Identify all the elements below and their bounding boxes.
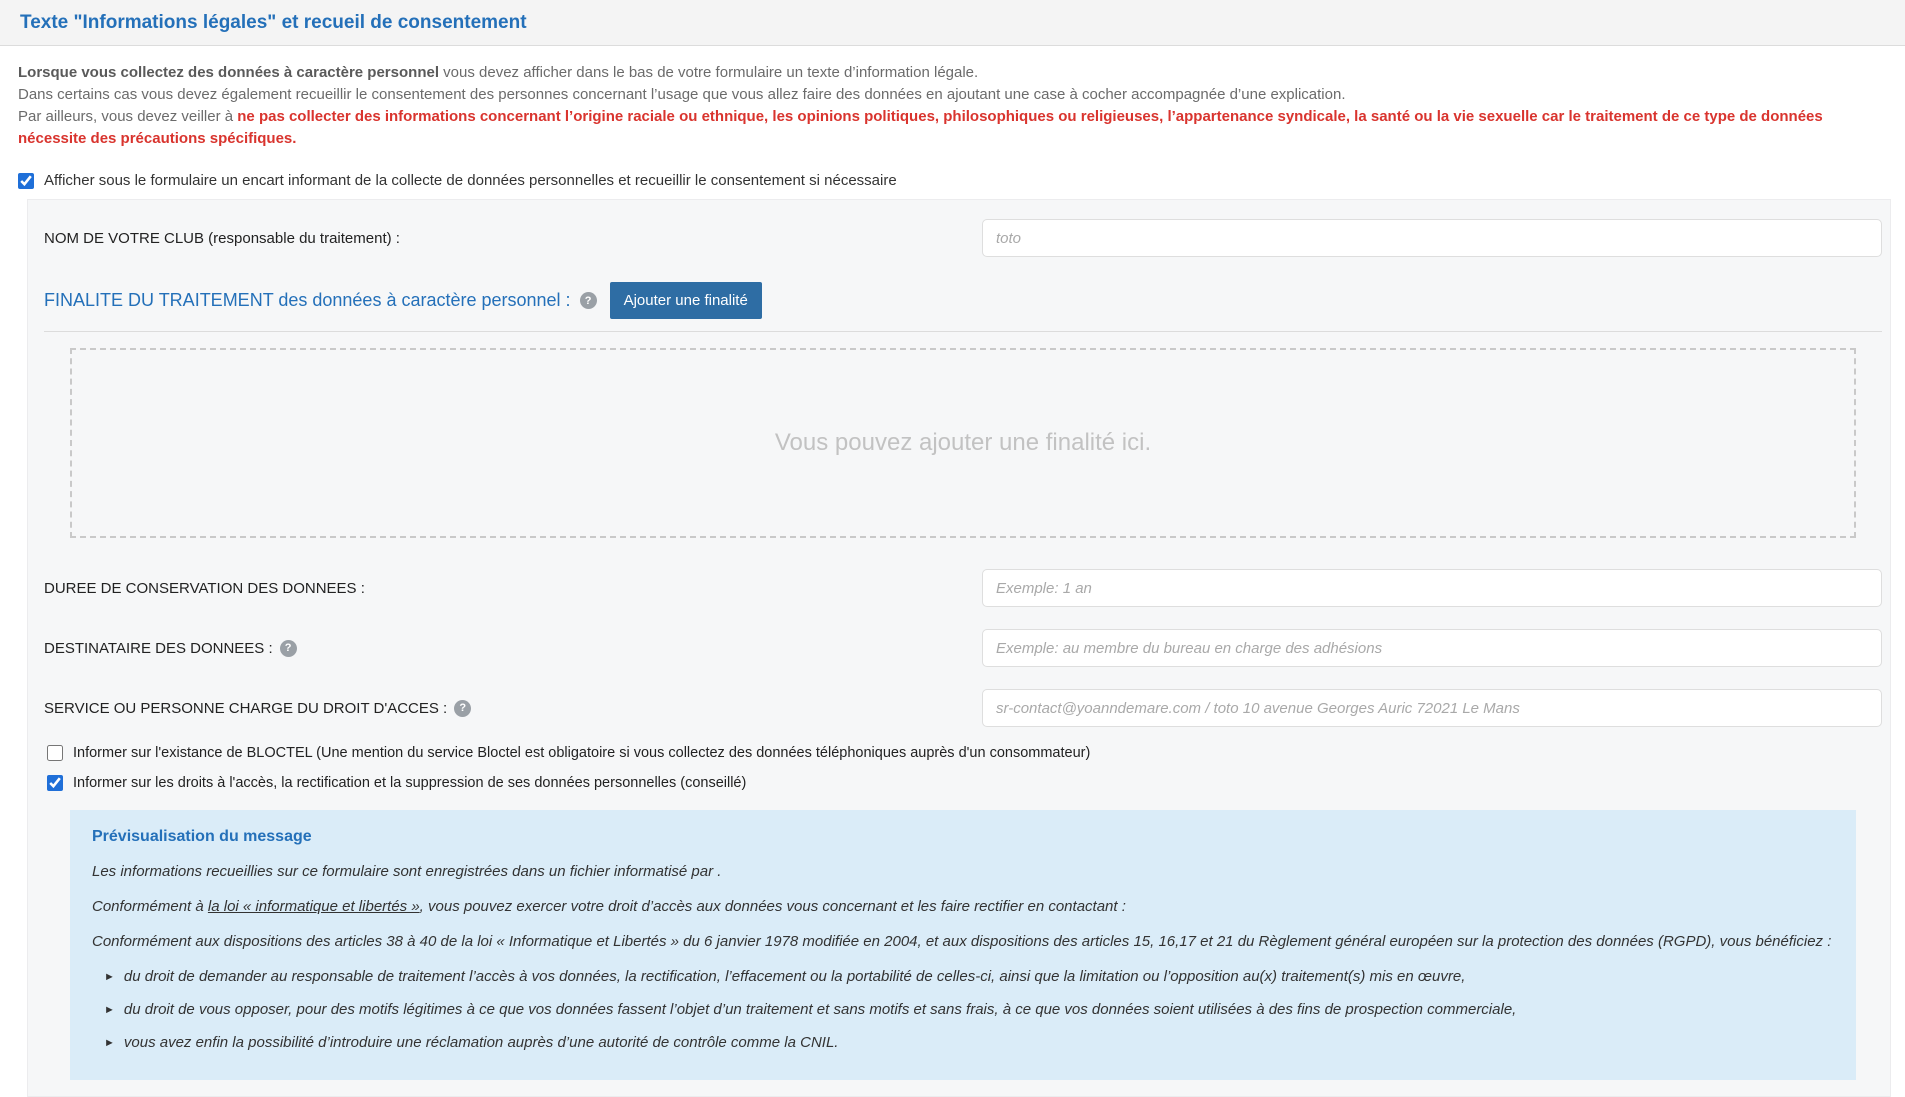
droits-checkbox-label: Informer sur les droits à l'accès, la rectification et la suppression de ses données personnelles (conseillé) <box>73 775 747 791</box>
bloctel-checkbox-label: Informer sur l'existance de BLOCTEL (Une mention du service Bloctel est obligatoire si vous collectez des données téléphoniques auprès d'un consommateur) <box>73 745 1091 761</box>
duree-label: DUREE DE CONSERVATION DES DONNEES : <box>44 579 365 597</box>
destinataire-label <box>44 640 297 657</box>
service-help-icon[interactable]: ? <box>454 700 471 717</box>
page-header <box>0 0 1905 46</box>
intro-line-1-bold: Lorsque vous collectez des données à caractère personnel <box>18 64 439 81</box>
service-input[interactable] <box>982 689 1882 727</box>
preview-paragraph-3: Conformément aux dispositions des articles 38 à 40 de la loi « Informatique et Libertés » du 6 janvier 1978 modifiée en 2004, et aux dispositions des articles 15, 16,17 et 21 du Règlement général européen sur la protection des données (RGPD), vous bénéficiez : <box>92 933 1832 950</box>
droits-checkbox-row[interactable] <box>44 768 1882 798</box>
finalite-dropzone-text: Vous pouvez ajouter une finalité ici. <box>774 429 1152 456</box>
intro-warning-text: ne pas collecter des informations concernant l’origine raciale ou ethnique, les opinions politiques, philosophiques ou religieuses, l’appartenance syndicale, la santé ou la vie sexuelle car le traitement de ce type de données nécessite des précautions spécifiques. <box>18 108 1823 147</box>
destinataire-label-text: DESTINATAIRE DES DONNEES : <box>44 639 273 657</box>
preview-bullet-2-text: du droit de vous opposer, pour des motifs légitimes à ce que vos données fassent l’objet d’un traitement et sans motifs et sans frais, à ce que vos données soient utilisées à des fins de prospection commerciale, <box>123 1001 1517 1018</box>
preview-p2-suffix: , vous pouvez exercer votre droit d’accès aux données vous concernant et les faire rectifier en contactant : <box>419 898 1126 915</box>
service-row <box>44 678 1882 738</box>
page-title: Texte "Informations légales" et recueil de consentement <box>20 11 527 33</box>
destinataire-input[interactable] <box>982 629 1882 667</box>
preview-bullet-2 <box>104 1000 1834 1020</box>
service-label <box>44 700 471 717</box>
show-legal-block-label: Afficher sous le formulaire un encart informant de la collecte de données personnelles et recueillir le consentement si nécessaire <box>44 172 897 189</box>
intro-line-3 <box>18 106 1887 150</box>
finalite-dropzone[interactable] <box>70 348 1856 538</box>
add-finalite-button[interactable]: Ajouter une finalité <box>610 282 762 319</box>
preview-loi-link: la loi « informatique et libertés » <box>207 898 420 915</box>
destinataire-row <box>44 618 1882 678</box>
preview-bullet-3-text: vous avez enfin la possibilité d’introduire une réclamation auprès d’une autorité de contrôle comme la CNIL. <box>123 1034 839 1051</box>
intro-line-2: Dans certains cas vous devez également recueillir le consentement des personnes concernant l’usage que vous allez faire des données en ajoutant une case à cocher accompagnée d’une explication. <box>18 86 1346 103</box>
finalite-header-row <box>44 268 1882 332</box>
intro-text <box>0 46 1905 150</box>
preview-bullet-3 <box>104 1033 1834 1053</box>
club-name-label: NOM DE VOTRE CLUB (responsable du traitement) : <box>44 229 400 247</box>
duree-row <box>44 558 1882 618</box>
bloctel-checkbox[interactable] <box>47 745 63 761</box>
preview-paragraph-2 <box>92 897 1834 917</box>
intro-line-1-rest: vous devez afficher dans le bas de votre formulaire un texte d’information légale. <box>439 64 979 81</box>
bullet-arrow-icon: ► <box>104 1037 115 1049</box>
bullet-arrow-icon: ► <box>104 971 115 983</box>
preview-bullet-1-text: du droit de demander au responsable de traitement l’accès à vos données, la rectification, l’effacement ou la portabilité de celles-ci, ainsi que la limitation ou l’opposition au(x) traitement(s) mis en œuvre, <box>123 968 1466 985</box>
bloctel-checkbox-row[interactable] <box>44 738 1882 768</box>
preview-bullet-1 <box>104 967 1834 987</box>
bullet-arrow-icon: ► <box>104 1004 115 1016</box>
preview-title: Prévisualisation du message <box>92 828 312 845</box>
legal-form-panel <box>27 199 1891 1097</box>
droits-checkbox[interactable] <box>47 775 63 791</box>
preview-paragraph-1: Les informations recueillies sur ce formulaire sont enregistrées dans un fichier informatisé par . <box>92 863 722 880</box>
duree-input[interactable] <box>982 569 1882 607</box>
finalite-heading: FINALITE DU TRAITEMENT des données à caractère personnel : <box>44 290 571 310</box>
show-legal-block-checkbox-row[interactable] <box>18 172 1905 189</box>
message-preview-box <box>70 810 1856 1080</box>
preview-p2-prefix: Conformément à <box>92 898 208 915</box>
service-label-text: SERVICE OU PERSONNE CHARGE DU DROIT D'ACCES : <box>44 699 448 717</box>
club-name-row <box>44 208 1882 268</box>
intro-line-3-prefix: Par ailleurs, vous devez veiller à <box>18 108 238 125</box>
club-name-input[interactable] <box>982 219 1882 257</box>
show-legal-block-checkbox[interactable] <box>18 173 34 189</box>
finalite-help-icon[interactable]: ? <box>580 292 597 309</box>
intro-line-1 <box>18 62 1887 84</box>
destinataire-help-icon[interactable]: ? <box>280 640 297 657</box>
